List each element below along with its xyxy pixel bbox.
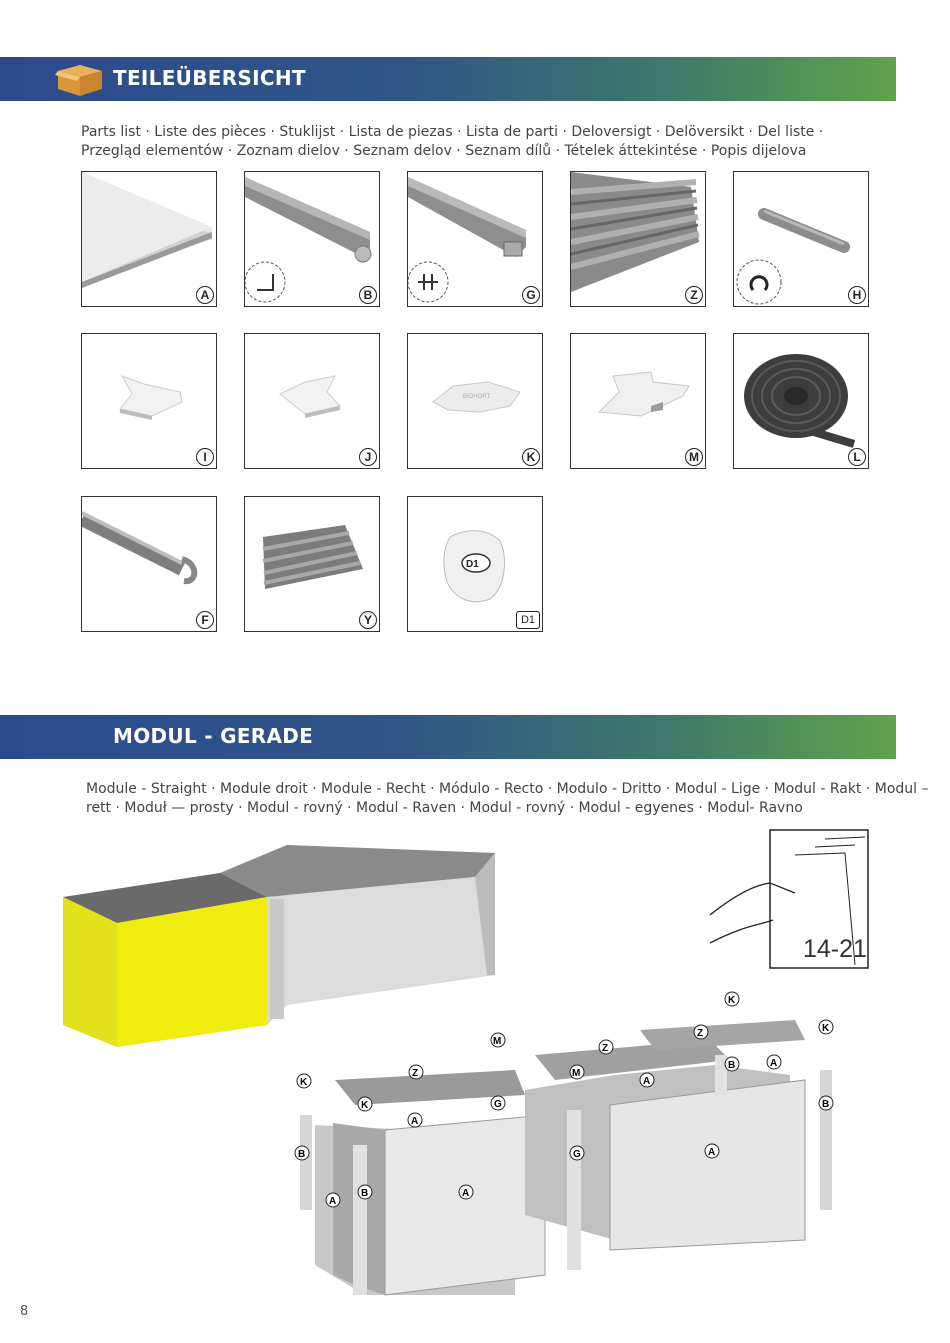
rubber-tube-icon bbox=[734, 172, 868, 306]
part-label: F bbox=[196, 611, 214, 629]
corrugated-piece-icon bbox=[245, 497, 379, 631]
panel-icon bbox=[82, 172, 216, 306]
label-a: A bbox=[643, 1076, 651, 1087]
part-label: J bbox=[359, 448, 377, 466]
label-z: Z bbox=[697, 1028, 704, 1039]
part-cell-m bbox=[570, 333, 706, 469]
part-label: L bbox=[848, 448, 866, 466]
part-cell-b bbox=[244, 171, 380, 307]
part-cell-k bbox=[407, 333, 543, 469]
part-cell-z bbox=[570, 171, 706, 307]
label-k: K bbox=[728, 995, 736, 1006]
part-cell-d1 bbox=[407, 496, 543, 632]
part-cell-a bbox=[81, 171, 217, 307]
section-banner-parts bbox=[0, 57, 896, 101]
label-a: A bbox=[708, 1147, 716, 1158]
label-k: K bbox=[822, 1023, 830, 1034]
parts-list-translations bbox=[81, 123, 823, 161]
part-cell-y bbox=[244, 496, 380, 632]
page-reference-number: 14-21 bbox=[803, 935, 867, 963]
part-label: D1 bbox=[516, 611, 540, 629]
label-a: A bbox=[462, 1188, 470, 1199]
connector-profile-icon bbox=[408, 172, 542, 306]
subtitle-line: Module - Straight · Module droit · Module - Recht · Módulo - Recto · Modulo - Dritto · Modul - Lige · Modul - Rakt · Modul – bbox=[86, 781, 929, 797]
label-b: B bbox=[298, 1149, 306, 1160]
section-title: MODUL - GERADE bbox=[113, 724, 314, 748]
cap-plate-icon bbox=[245, 334, 379, 468]
label-g: G bbox=[573, 1149, 581, 1160]
part-label: K bbox=[522, 448, 540, 466]
label-a: A bbox=[329, 1196, 337, 1207]
label-z: Z bbox=[602, 1043, 609, 1054]
label-a: A bbox=[411, 1116, 419, 1127]
label-m: M bbox=[572, 1068, 581, 1079]
part-cell-l bbox=[733, 333, 869, 469]
box-icon bbox=[55, 61, 105, 97]
t-cap-icon bbox=[571, 334, 705, 468]
label-k: K bbox=[361, 1100, 369, 1111]
subtitle-line: Przegląd elementów · Zoznam dielov · Seznam delov · Seznam dílů · Tételek áttekintése · Popis dijelova bbox=[81, 143, 807, 159]
seal-tape-roll-icon bbox=[734, 334, 868, 468]
assembly-illustration bbox=[55, 825, 895, 1305]
svg-text:BIOHORT: BIOHORT bbox=[463, 394, 491, 400]
label-g: G bbox=[494, 1099, 502, 1110]
part-label: M bbox=[685, 448, 703, 466]
svg-text:D1: D1 bbox=[466, 559, 479, 570]
part-cell-f bbox=[81, 496, 217, 632]
label-m: M bbox=[493, 1036, 502, 1047]
section-banner-module bbox=[0, 715, 896, 759]
part-cell-i bbox=[81, 333, 217, 469]
module-render bbox=[63, 845, 495, 1047]
part-label: Y bbox=[359, 611, 377, 629]
rail-profile-icon bbox=[82, 497, 216, 631]
label-a: A bbox=[770, 1058, 778, 1069]
label-z: Z bbox=[412, 1068, 419, 1079]
page-reference bbox=[710, 830, 868, 968]
part-label: A bbox=[196, 286, 214, 304]
module-translations bbox=[86, 780, 929, 818]
label-k: K bbox=[300, 1077, 308, 1088]
part-cell-j bbox=[244, 333, 380, 469]
section-title: TEILEÜBERSICHT bbox=[113, 66, 306, 90]
part-label: H bbox=[848, 286, 866, 304]
part-cell-h bbox=[733, 171, 869, 307]
page-number: 8 bbox=[20, 1304, 29, 1319]
exploded-view bbox=[295, 992, 833, 1295]
corrugated-brace-icon bbox=[571, 172, 705, 306]
label-b: B bbox=[361, 1188, 369, 1199]
round-cap-icon bbox=[408, 334, 542, 468]
subtitle-line: rett · Moduł — prosty · Modul - rovný · Modul - Raven · Modul - rovný · Modul - egyenes · Modul- Ravno bbox=[86, 800, 803, 816]
cap-plate-icon bbox=[82, 334, 216, 468]
part-label: I bbox=[196, 448, 214, 466]
part-label: B bbox=[359, 286, 377, 304]
label-b: B bbox=[728, 1060, 736, 1071]
subtitle-line: Parts list · Liste des pièces · Stuklijst · Lista de piezas · Lista de parti · Deloversigt · Delöversikt · Del liste · bbox=[81, 124, 824, 140]
corner-profile-icon bbox=[245, 172, 379, 306]
part-cell-g bbox=[407, 171, 543, 307]
part-label: G bbox=[522, 286, 540, 304]
part-label: Z bbox=[685, 286, 703, 304]
label-b: B bbox=[822, 1099, 830, 1110]
